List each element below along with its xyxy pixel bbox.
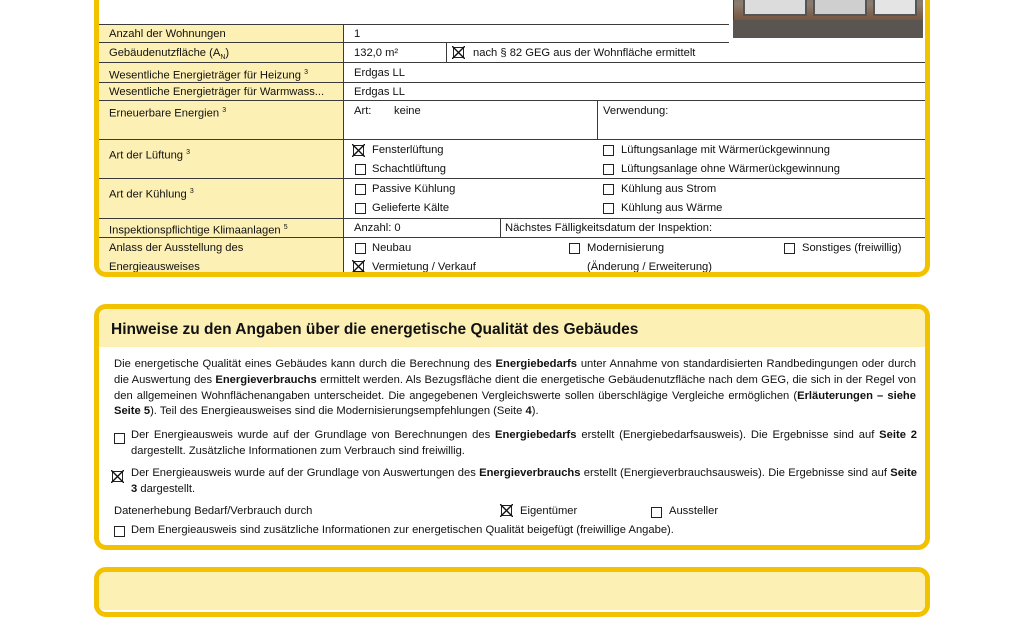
kuehlung-passiv: Passive Kühlung	[372, 183, 456, 195]
nutzflaeche-value: 132,0 m²	[354, 47, 399, 59]
klima-label: Inspektionspflichtige Klimaanlagen $^5$	[109, 224, 288, 237]
lueftung-ohne-wrg: Lüftungsanlage ohne Wärmerückgewinnung	[621, 163, 840, 175]
hinweise-paragraph: Die energetische Qualität eines Gebäudes kann durch die Berechnung des Energiebedarfs unter Annahme von standardisierten Randbedingungen oder durch die Auswertung des Energieverbrauchs ermittelt werden. Als Bezugsfläche dient die energetische Gebäudenutzfläche nach dem GEG, die sich in der Regel von den allgemeinen Wohnflächenangaben unterscheidet. Die angegebenen Vergleichswerte sollen überschlägige Vergleiche ermöglichen (Erläuterungen – siehe Seite 5). Teil des Energieausweises sind die Modernisierungsempfehlungen (Seite 4).	[114, 358, 916, 418]
checkbox-mit-wrg[interactable]	[603, 145, 614, 156]
erhebung-eigentuemer: Eigentümer	[520, 505, 578, 517]
row-lueftung	[99, 139, 925, 179]
row-klima	[99, 218, 925, 238]
checked-box-icon[interactable]	[500, 504, 513, 517]
klima-anzahl: Anzahl: 0	[354, 222, 401, 234]
zusatz-text: Dem Energieausweis sind zusätzliche Informationen zur energetischen Qualität beigefügt (freiwillige Angabe).	[131, 524, 674, 536]
warmwasser-label: Wesentliche Energieträger für Warmwass...	[109, 86, 325, 98]
lueftung-label: Art der Lüftung $^3$	[109, 149, 191, 162]
checkbox-kaelte[interactable]	[355, 203, 366, 214]
checkbox-modernisierung[interactable]	[569, 243, 580, 254]
option-verbrauchsausweis: Der Energieausweis wurde auf der Grundlage von Auswertungen des Energieverbrauchs erstellt (Energieverbrauchsausweis). Die Ergebnisse sind auf Seite 3 dargestellt.	[131, 467, 917, 495]
nutzflaeche-label: Gebäudenutzfläche $(A_N)$	[109, 47, 230, 62]
erhebung-aussteller: Aussteller	[669, 505, 719, 517]
checked-box-icon[interactable]	[111, 470, 124, 483]
checkbox-strom[interactable]	[603, 184, 614, 195]
lueftung-mit-wrg: Lüftungsanlage mit Wärmerückgewinnung	[621, 144, 830, 156]
row-kuehlung	[99, 178, 925, 219]
heizung-label: Wesentliche Energieträger für Heizung $^3$	[109, 69, 308, 82]
anlass-neubau: Neubau	[372, 242, 412, 254]
anlass-label-1: Anlass der Ausstellung des	[109, 242, 244, 254]
row-nutzflaeche	[99, 42, 729, 63]
checkbox-passiv[interactable]	[355, 184, 366, 195]
erneuerbar-label: Erneuerbare Energien $^3$	[109, 107, 227, 120]
checkbox-sonstiges[interactable]	[784, 243, 795, 254]
wohnungen-label: Anzahl der Wohnungen	[109, 28, 226, 40]
anlass-vermietung: Vermietung / Verkauf	[372, 261, 476, 273]
lueftung-fenster: Fensterlüftung	[372, 144, 444, 156]
anlass-sonstiges: Sonstiges (freiwillig)	[802, 242, 902, 254]
warmwasser-value: Erdgas LL	[354, 86, 405, 98]
checkbox-neubau[interactable]	[355, 243, 366, 254]
kuehlung-label: Art der Kühlung $^3$	[109, 188, 194, 201]
anlass-modernisierung: Modernisierung	[587, 242, 665, 254]
anlass-modernisierung-2: (Änderung / Erweiterung)	[587, 261, 712, 273]
row-warmwasser	[99, 82, 925, 101]
next-section	[94, 567, 930, 617]
erneuerbar-art-label: Art:	[354, 105, 372, 117]
erneuerbar-art-value: keine	[394, 105, 421, 117]
option-bedarfsausweis: Der Energieausweis wurde auf der Grundlage von Berechnungen des Energiebedarfs erstellt (Energiebedarfsausweis). Die Ergebnisse sind auf Seite 2 dargestellt. Zusätzliche Informationen zum Verbrauch sind freiwillig.	[131, 429, 917, 457]
hinweise-section	[94, 304, 930, 550]
checkbox-schacht[interactable]	[355, 164, 366, 175]
erneuerbar-verwendung-label: Verwendung:	[603, 105, 669, 117]
checkbox-ohne-wrg[interactable]	[603, 164, 614, 175]
checkbox-bedarfsausweis[interactable]	[114, 433, 125, 444]
row-heizung	[99, 62, 925, 83]
kuehlung-strom: Kühlung aus Strom	[621, 183, 717, 195]
klima-faellig: Nächstes Fälligkeitsdatum der Inspektion:	[505, 222, 713, 234]
kuehlung-kaelte: Gelieferte Kälte	[372, 202, 450, 214]
hinweise-title: Hinweise zu den Angaben über die energetische Qualität des Gebäudes	[111, 321, 639, 338]
checked-box-icon[interactable]	[352, 144, 365, 157]
checkbox-waerme[interactable]	[603, 203, 614, 214]
lueftung-schacht: Schachtlüftung	[372, 163, 447, 175]
checkbox-aussteller[interactable]	[651, 507, 662, 518]
nutzflaeche-note: nach § 82 GEG aus der Wohnfläche ermittelt	[473, 47, 696, 59]
wohnungen-value: 1	[354, 28, 361, 40]
building-data-table	[94, 0, 930, 277]
checked-box-icon[interactable]	[452, 46, 465, 59]
checkbox-zusatz[interactable]	[114, 526, 125, 537]
checked-box-icon[interactable]	[352, 260, 365, 273]
anlass-label-2: Energieausweises	[109, 261, 200, 273]
heizung-value: Erdgas LL	[354, 67, 405, 79]
row-wohnungen	[99, 24, 729, 43]
row-anlass	[99, 237, 925, 277]
erhebung-label: Datenerhebung Bedarf/Verbrauch durch	[114, 505, 313, 517]
building-photo	[733, 0, 923, 38]
kuehlung-waerme: Kühlung aus Wärme	[621, 202, 723, 214]
row-erneuerbar	[99, 100, 925, 140]
